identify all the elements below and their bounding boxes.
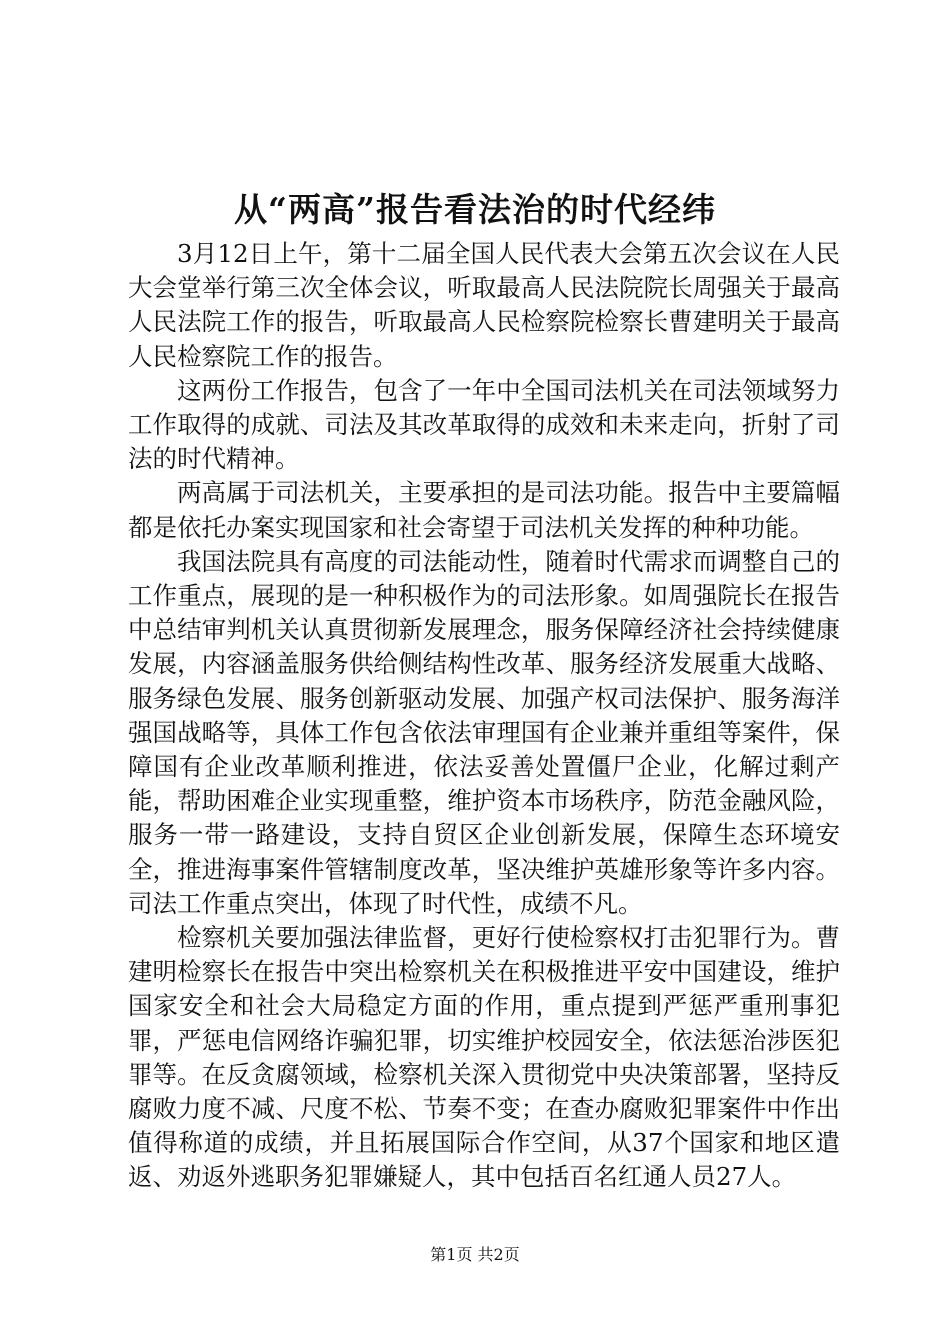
paragraph-3: 两高属于司法机关，主要承担的是司法功能。报告中主要篇幅都是依托办案实现国家和社会寄望于司法机关发挥的种种功能。 — [128, 478, 840, 542]
paragraph-4: 我国法院具有高度的司法能动性，随着时代需求而调整自己的工作重点，展现的是一种积极作为的司法形象。如周强院长在报告中总结审判机关认真贯彻新发展理念，服务保障经济社会持续健康发展，内容涵盖服务供给侧结构性改革、服务经济发展重大战略、服务绿色发展、服务创新驱动发展、加强产权司法保护、服务海洋强国战略等，具体工作包含依法审理国有企业兼并重组等案件，保障国有企业改革顺利推进，依法妥善处置僵尸企业，化解过剩产能，帮助困难企业实现重整，维护资本市场秩序，防范金融风险，服务一带一路建设，支持自贸区企业创新发展，保障生态环境安全，推进海事案件管辖制度改革，坚决维护英雄形象等许多内容。司法工作重点突出，体现了时代性，成绩不凡。 — [128, 546, 840, 918]
page-footer: 第1页 共2页 — [430, 1245, 520, 1264]
document-title: 从“两高”报告看法治的时代经纬 — [234, 190, 716, 229]
document-body — [128, 237, 840, 1195]
paragraph-1: 3月12日上午，第十二届全国人民代表大会第五次会议在人民大会堂举行第三次全体会议，听取最高人民法院院长周强关于最高人民法院工作的报告，听取最高人民检察院检察长曹建明关于最高人民检察院工作的报告。 — [128, 239, 840, 371]
paragraph-5: 检察机关要加强法律监督，更好行使检察权打击犯罪行为。曹建明检察长在报告中突出检察机关在积极推进平安中国建设，维护国家安全和社会大局稳定方面的作用，重点提到严惩严重刑事犯罪，严惩电信网络诈骗犯罪，切实维护校园安全，依法惩治涉医犯罪等。在反贪腐领域，检察机关深入贯彻党中央决策部署，坚持反腐败力度不减、尺度不松、节奏不变；在查办腐败犯罪案件中作出值得称道的成绩，并且拓展国际合作空间，从37个国家和地区遣返、劝返外逃职务犯罪嫌疑人，其中包括百名红通人员27人。 — [128, 923, 840, 1192]
paragraph-2: 这两份工作报告，包含了一年中全国司法机关在司法领域努力工作取得的成就、司法及其改革取得的成效和未来走向，折射了司法的时代精神。 — [128, 375, 840, 474]
